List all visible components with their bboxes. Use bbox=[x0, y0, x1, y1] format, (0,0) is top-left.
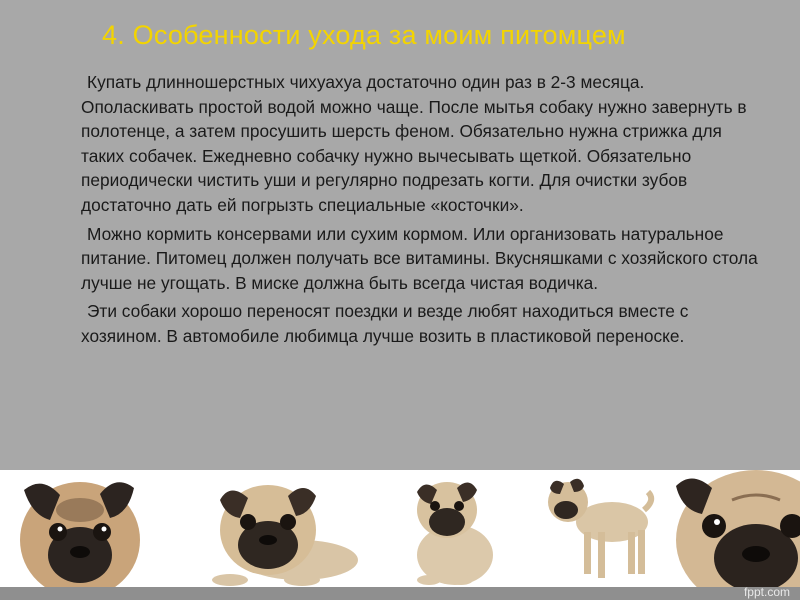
pug-standing-image bbox=[540, 470, 660, 587]
pug-puppy-sitting-image bbox=[395, 470, 505, 587]
paragraph-feeding: Можно кормить консервами или сухим кормом. Или организовать натуральное питание. Питомец должен получать все витамины. Вкусняшками с хозяйского стола лучше не угощать. В миске должна быть всегда чистая водичка. bbox=[81, 223, 758, 293]
pug-face-closeup-image bbox=[12, 470, 147, 587]
footer-brand: fppt.com bbox=[743, 585, 790, 599]
paragraph-grooming: Купать длинношерстных чихуахуа достаточно один раз в 2-3 месяца. Ополаскивать простой водой можно чаще. После мытья собаку нужно завернуть в полотенце, а затем просушить шерсть феном. Обязательно нужна стрижка для таких собачек. Ежедневно собачку нужно вычесывать щеткой. Обязательно периодически чистить уши и регулярно подрезать когти. Для очистки зубов достаточно дать ей погрызть специальные «косточки». bbox=[81, 72, 747, 215]
slide-title: 4. Особенности ухода за моим питомцем bbox=[102, 20, 626, 50]
slide-body bbox=[81, 70, 761, 353]
pug-face-large-image bbox=[672, 470, 800, 587]
paragraph-travel: Эти собаки хорошо переносят поездки и везде любят находиться вместе с хозяином. В автомобиле любимца лучше возить в пластиковой переноске. bbox=[81, 301, 689, 346]
slide-footer bbox=[0, 587, 800, 600]
pug-lying-down-image bbox=[190, 470, 360, 587]
pug-photo-strip bbox=[0, 470, 800, 587]
